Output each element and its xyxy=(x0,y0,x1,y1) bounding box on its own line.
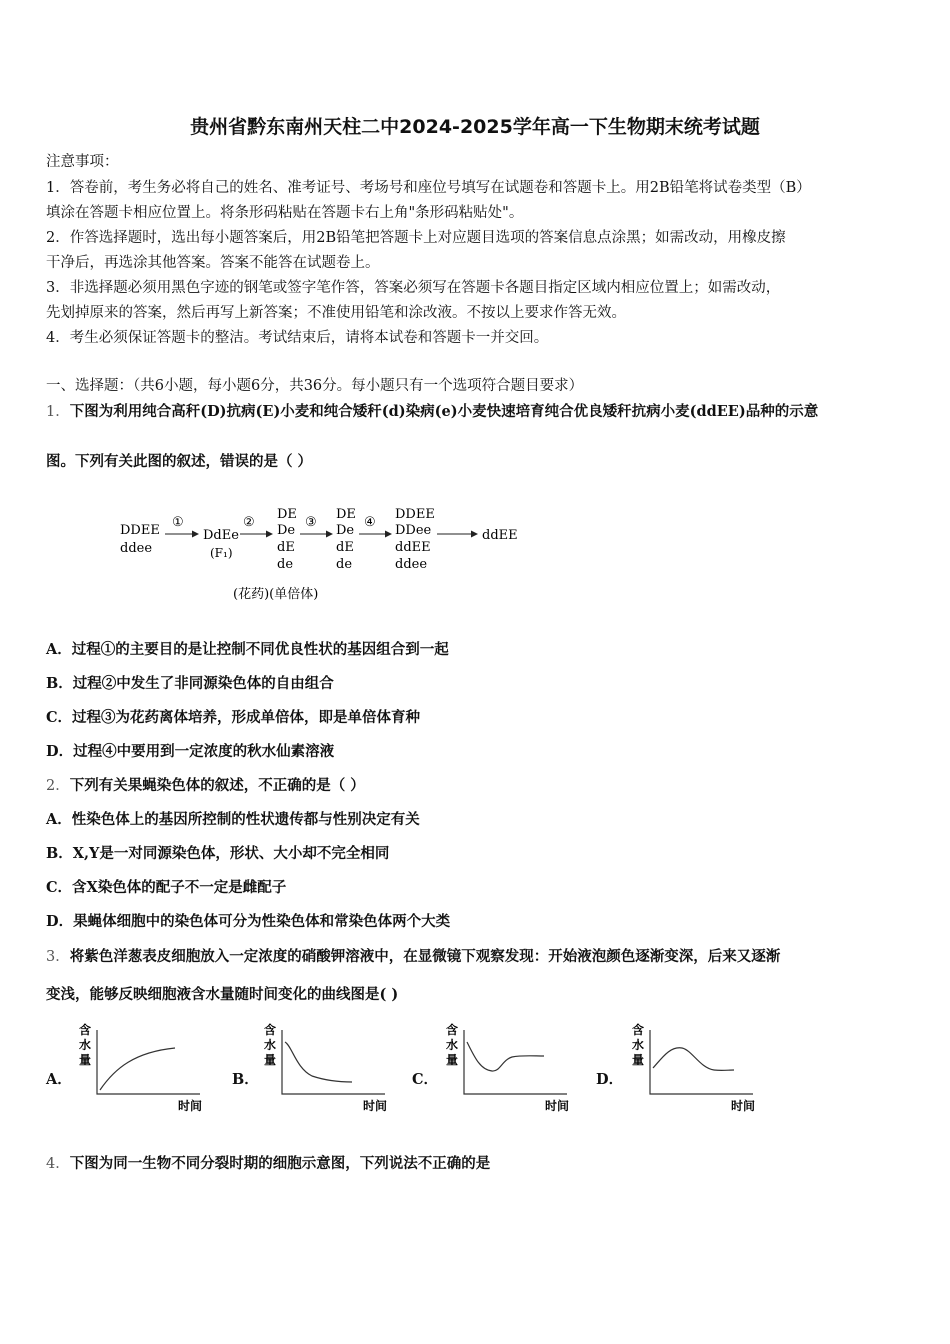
curve xyxy=(100,1048,175,1090)
graph-a xyxy=(75,1020,215,1115)
option-b: B．过程②中发生了非同源染色体的自由组合 xyxy=(46,675,334,692)
notice-line: 2．作答选择题时，选出每小题答案后，用2B铅笔把答题卡上对应题目选项的答案信息点涂黑；如需改动，用橡皮擦 xyxy=(46,230,786,246)
f1-label: (F₁) xyxy=(210,546,233,560)
question-2 xyxy=(46,776,365,796)
diagram-caption: (花药)(单倍体) xyxy=(233,587,319,602)
haploid: dE xyxy=(336,540,354,555)
question-3-line2: 变浅，能够反映细胞液含水量随时间变化的曲线图是( ) xyxy=(46,986,399,1003)
doubled-genotype: DDEE xyxy=(395,507,435,522)
notice-line: 填涂在答题卡相应位置上。将条形码粘贴在答题卡右上角"条形码粘贴处"。 xyxy=(46,205,524,221)
option-d: D．过程④中要用到一定浓度的秋水仙素溶液 xyxy=(46,743,335,760)
haploid: De xyxy=(336,523,355,538)
question-text: 将紫色洋葱表皮细胞放入一定浓度的硝酸钾溶液中，在显微镜下观察发现：开始液泡颜色逐渐变深，后来又逐渐 xyxy=(69,948,781,965)
question-number: 3． xyxy=(46,949,70,965)
y-axis-label: 水 xyxy=(446,1038,459,1052)
curve xyxy=(285,1042,352,1082)
notice-line: 3．非选择题必须用黑色字迹的钢笔或签字笔作答，答案必须写在答题卡各题目指定区域内相应位置上；如需改动， xyxy=(46,280,781,296)
option-a: A．性染色体上的基因所控制的性状遗传都与性别决定有关 xyxy=(46,811,420,828)
graph-option-label: C． xyxy=(412,1071,439,1088)
question-4 xyxy=(46,1154,490,1174)
question-text: 下图为同一生物不同分裂时期的细胞示意图，下列说法不正确的是 xyxy=(69,1155,491,1172)
notice-line: 干净后，再选涂其他答案。答案不能答在试题卷上。 xyxy=(46,255,380,271)
page-title: 贵州省黔东南州天柱二中2024-2025学年高一下生物期末统考试题 xyxy=(190,116,760,138)
notice-line: 先划掉原来的答案，然后再写上新答案；不准使用铅笔和涂改液。不按以上要求作答无效。 xyxy=(46,305,626,321)
y-axis-label: 水 xyxy=(79,1038,92,1052)
f1-genotype: DdEe xyxy=(203,528,239,543)
haploid: de xyxy=(336,557,353,572)
graph-option-label: D． xyxy=(596,1071,624,1088)
y-axis-label: 量 xyxy=(446,1053,459,1067)
curve xyxy=(653,1048,734,1071)
graph-option-label: A． xyxy=(46,1071,72,1088)
question-text: 下图为利用纯合高秆(D)抗病(E)小麦和纯合矮秆(d)染病(e)小麦快速培育纯合优良矮秆抗病小麦(ddEE)品种的示意 xyxy=(69,403,819,420)
x-axis-label: 时间 xyxy=(731,1099,756,1113)
gamete: De xyxy=(277,523,296,538)
axes xyxy=(464,1030,567,1094)
axes xyxy=(650,1030,753,1094)
graph-c xyxy=(442,1020,582,1115)
step-label: ② xyxy=(243,515,255,530)
notice-line: 4．考生必须保证答题卡的整洁。考试结束后，请将本试卷和答题卡一并交回。 xyxy=(46,330,549,346)
question-1-line2: 图。下列有关此图的叙述，错误的是（ ） xyxy=(46,453,313,470)
graph-d xyxy=(628,1020,768,1115)
step-label: ③ xyxy=(305,515,317,530)
section-heading: 一、选择题：（共6小题，每小题6分，共36分。每小题只有一个选项符合题目要求） xyxy=(46,378,584,394)
y-axis-label: 水 xyxy=(264,1038,277,1052)
breeding-diagram xyxy=(115,500,535,615)
gamete: DE xyxy=(277,507,297,522)
notice-line: 1．答卷前，考生务必将自己的姓名、准考证号、考场号和座位号填写在试题卷和答题卡上。用2B铅笔将试卷类型（B） xyxy=(46,180,811,196)
curve xyxy=(467,1042,544,1071)
y-axis-label: 量 xyxy=(264,1053,277,1067)
axes xyxy=(97,1030,200,1094)
option-c: C．过程③为花药离体培养，形成单倍体，即是单倍体育种 xyxy=(46,709,421,726)
gamete: dE xyxy=(277,540,295,555)
question-number: 4． xyxy=(46,1156,70,1172)
option-a: A．过程①的主要目的是让控制不同优良性状的基因组合到一起 xyxy=(46,641,449,658)
y-axis-label: 含 xyxy=(446,1023,459,1037)
question-number: 2． xyxy=(46,778,70,794)
step-label: ① xyxy=(172,515,184,530)
graph-b xyxy=(260,1020,400,1115)
x-axis-label: 时间 xyxy=(178,1099,203,1113)
question-number: 1． xyxy=(46,404,70,420)
option-c: C．含X染色体的配子不一定是雌配子 xyxy=(46,879,287,896)
doubled-genotype: ddee xyxy=(395,557,428,572)
y-axis-label: 含 xyxy=(79,1023,92,1037)
result-genotype: ddEE xyxy=(482,528,518,543)
parent-genotype: ddee xyxy=(120,541,153,556)
y-axis-label: 量 xyxy=(632,1053,645,1067)
question-text: 下列有关果蝇染色体的叙述，不正确的是（ ） xyxy=(69,777,365,794)
doubled-genotype: DDee xyxy=(395,523,432,538)
haploid: DE xyxy=(336,507,356,522)
question-3 xyxy=(46,947,780,967)
y-axis-label: 含 xyxy=(632,1023,645,1037)
question-1 xyxy=(46,402,818,422)
x-axis-label: 时间 xyxy=(363,1099,388,1113)
parent-genotype: DDEE xyxy=(120,523,160,538)
y-axis-label: 含 xyxy=(264,1023,277,1037)
option-d: D．果蝇体细胞中的染色体可分为性染色体和常染色体两个大类 xyxy=(46,913,451,930)
doubled-genotype: ddEE xyxy=(395,540,431,555)
step-label: ④ xyxy=(364,515,376,530)
option-b: B．X,Y是一对同源染色体，形状、大小却不完全相同 xyxy=(46,845,390,862)
y-axis-label: 水 xyxy=(632,1038,645,1052)
y-axis-label: 量 xyxy=(79,1053,92,1067)
notice-heading: 注意事项： xyxy=(46,154,119,170)
x-axis-label: 时间 xyxy=(545,1099,570,1113)
gamete: de xyxy=(277,557,294,572)
graph-option-label: B． xyxy=(232,1071,259,1088)
